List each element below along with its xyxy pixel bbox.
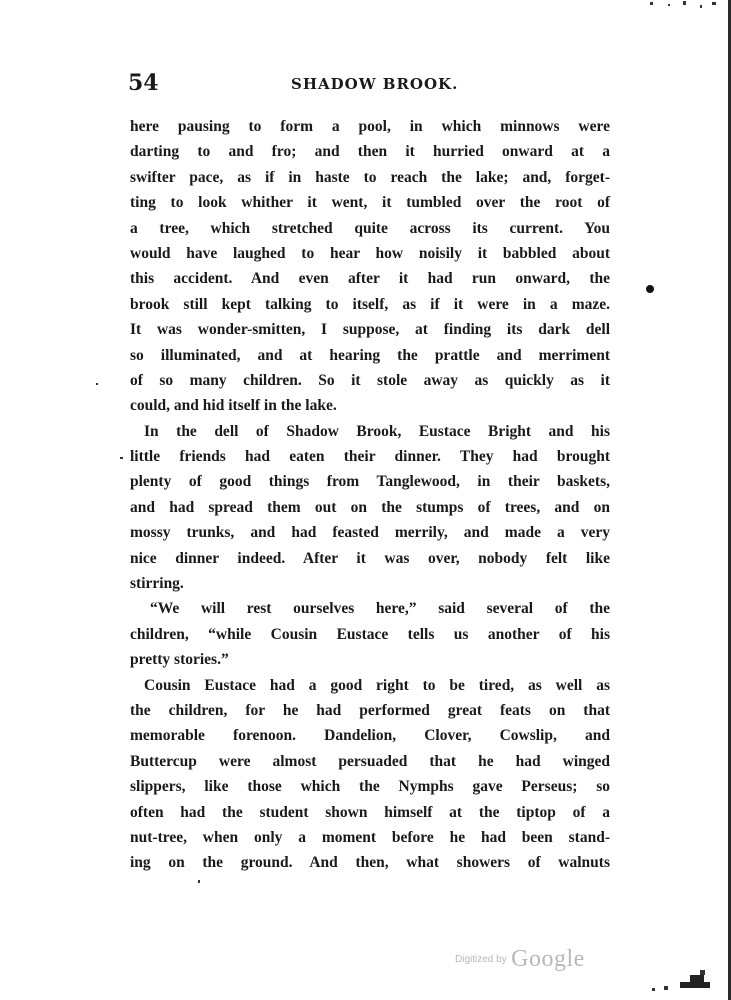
text-line: Cousin Eustace had a good right to be tired, as well as — [144, 676, 610, 694]
scan-speck — [664, 986, 668, 990]
running-head: SHADOW BROOK. — [291, 75, 459, 93]
scan-speck — [683, 1, 686, 5]
text-line: ing on the ground. And then, what showers of walnuts — [130, 854, 610, 872]
watermark-prefix: Digitized by — [455, 954, 507, 965]
scan-speck — [700, 970, 705, 975]
scan-speck — [712, 2, 716, 5]
text-line: ting to look whither it went, it tumbled over the root of — [130, 194, 610, 212]
text-line: In the dell of Shadow Brook, Eustace Bright and his — [144, 422, 610, 440]
text-line: could, and hid itself in the lake. — [130, 397, 337, 415]
scan-speck — [120, 457, 123, 459]
text-line: and had spread them out on the stumps of trees, and on — [130, 498, 610, 516]
text-line: a tree, which stretched quite across its current. You — [130, 219, 610, 237]
text-line: “We will rest ourselves here,” said several of the — [150, 600, 610, 618]
text-line: here pausing to form a pool, in which minnows were — [130, 118, 610, 135]
text-line: this accident. And even after it had run onward, the — [130, 270, 610, 288]
text-line: the children, for he had performed great feats on that — [130, 701, 610, 719]
text-line: of so many children. So it stole away as quickly as it — [130, 371, 610, 389]
scan-speck — [650, 2, 653, 5]
page-number: 54 — [128, 70, 159, 96]
ink-spot — [646, 285, 654, 293]
text-line: brook still kept talking to itself, as if it were in a maze. — [130, 295, 610, 313]
scan-speck — [680, 982, 710, 988]
body-text — [130, 114, 610, 876]
scan-speck — [96, 383, 98, 385]
text-line: memorable forenoon. Dandelion, Clover, Cowslip, and — [130, 727, 610, 745]
text-line: Buttercup were almost persuaded that he had winged — [130, 752, 610, 770]
scan-speck — [668, 4, 670, 6]
text-line: so illuminated, and at hearing the prattle and merriment — [130, 346, 610, 364]
text-line: nice dinner indeed. After it was over, nobody felt like — [130, 549, 610, 567]
text-line: It was wonder-smitten, I suppose, at finding its dark dell — [130, 321, 610, 339]
scan-speck — [652, 988, 655, 991]
page-header — [128, 66, 608, 102]
text-line: little friends had eaten their dinner. They had brought — [130, 448, 610, 466]
text-line: mossy trunks, and had feasted merrily, and made a very — [130, 524, 610, 542]
text-line: children, “while Cousin Eustace tells us another of his — [130, 625, 610, 643]
text-line: would have laughed to hear how noisily it babbled about — [130, 244, 610, 262]
text-line: swifter pace, as if in haste to reach the lake; and, forget- — [130, 168, 610, 186]
text-line: pretty stories.” — [130, 651, 229, 669]
watermark-brand: Google — [511, 946, 585, 972]
scan-speck — [690, 975, 704, 982]
text-line: stirring. — [130, 575, 184, 593]
digitization-watermark — [455, 946, 585, 973]
scan-speck — [198, 880, 200, 883]
text-line: plenty of good things from Tanglewood, in their baskets, — [130, 473, 610, 491]
text-line: slippers, like those which the Nymphs gave Perseus; so — [130, 778, 610, 796]
text-line: darting to and fro; and then it hurried onward at a — [130, 143, 610, 161]
scan-speck — [700, 5, 702, 8]
text-line: often had the student shown himself at the tiptop of a — [130, 803, 610, 821]
text-line: nut-tree, when only a moment before he had been stand- — [130, 828, 610, 846]
